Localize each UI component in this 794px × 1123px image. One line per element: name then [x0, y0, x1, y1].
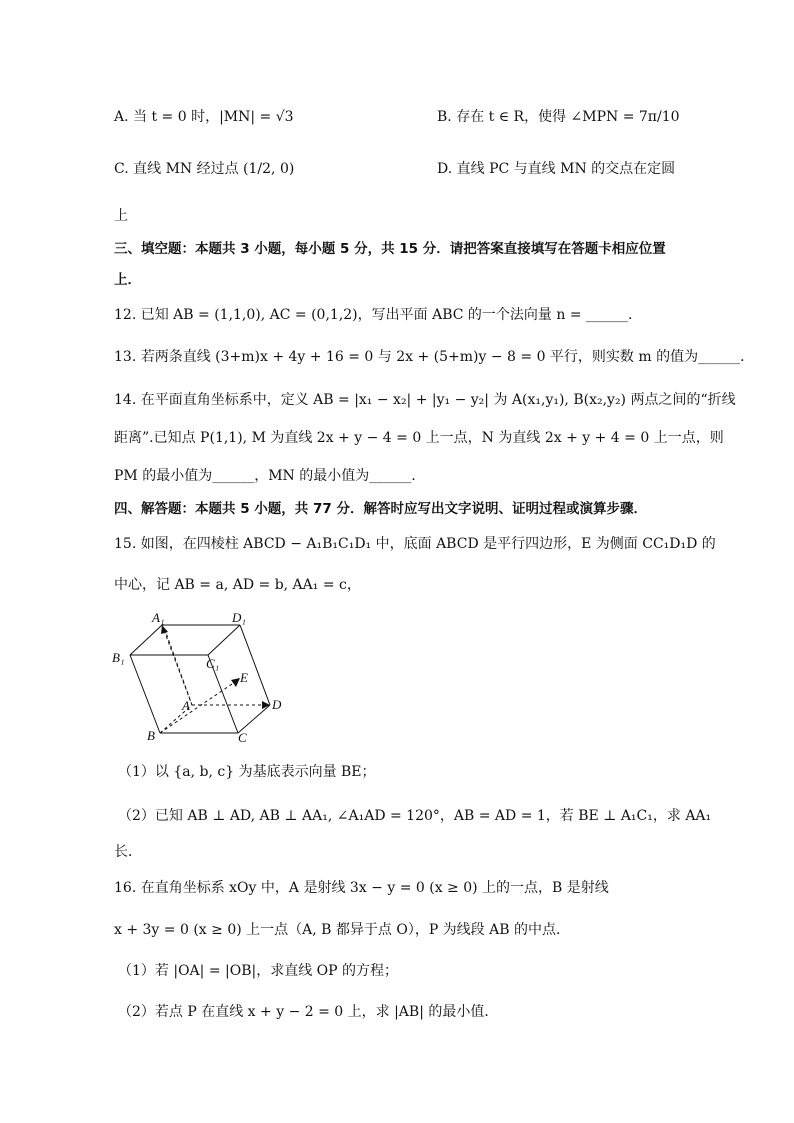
question-12: 12. 已知 AB = (1,1,0), AC = (0,1,2)，写出平面 ABC 的一个法向量 n = ______.	[114, 307, 633, 323]
label-e: E	[240, 670, 248, 685]
edge-d1-d	[240, 625, 270, 705]
edge-a1-b1	[130, 625, 162, 655]
section-4-heading: 四、解答题：本题共 5 小题，共 77 分．解答时应写出文字说明、证明过程或演算步骤．	[114, 501, 647, 517]
label-d1: D₁	[232, 610, 246, 625]
prism-figure	[110, 610, 300, 745]
question-16-part-2: （2）若点 P 在直线 x + y − 2 = 0 上，求 |AB| 的最小值．	[118, 1004, 499, 1020]
question-15-part-1: （1）以 {a, b, c} 为基底表示向量 BE；	[118, 764, 376, 780]
vector-be-arrowhead	[231, 678, 240, 687]
question-14-line-2: 距离”.已知点 P(1,1), M 为直线 2x + y − 4 = 0 上一点，N 为直线 2x + y + 4 = 0 上一点，则	[114, 430, 724, 446]
question-13: 13. 若两条直线 (3+m)x + 4y + 16 = 0 与 2x + (5+m)y − 8 = 0 平行，则实数 m 的值为______．	[114, 349, 755, 365]
question-15-part-2-cont: 长．	[114, 844, 142, 860]
question-16-line-2: x + 3y = 0 (x ≥ 0) 上一点（A, B 都异于点 O），P 为线段 AB 的中点．	[114, 922, 570, 938]
section-3-heading-cont: 上．	[114, 272, 141, 288]
section-3-heading: 三、填空题：本题共 3 小题，每小题 5 分，共 15 分．请把答案直接填写在答题卡相应位置	[114, 241, 666, 257]
option-a: A. 当 t = 0 时，|MN| = √3	[114, 109, 294, 125]
question-14-line-3: PM 的最小值为______，MN 的最小值为______.	[114, 468, 416, 484]
label-d: D	[272, 697, 282, 712]
label-a: A	[182, 698, 190, 713]
question-16-part-1: （1）若 |OA| = |OB|，求直线 OP 的方程；	[118, 963, 399, 979]
option-b: B. 存在 t ∈ R，使得 ∠MPN = 7π/10	[437, 109, 680, 125]
question-14-line-1: 14. 在平面直角坐标系中，定义 AB = |x₁ − x₂| + |y₁ − y₂| 为 A(x₁,y₁), B(x₂,y₂) 两点之间的“折线	[114, 392, 736, 408]
option-d: D. 直线 PC 与直线 MN 的交点在定圆	[437, 161, 676, 177]
label-b: B	[147, 728, 155, 743]
option-c: C. 直线 MN 经过点 (1/2, 0)	[114, 161, 295, 177]
question-15-part-2: （2）已知 AB ⊥ AD, AB ⊥ AA₁, ∠A₁AD = 120°，AB = AD = 1，若 BE ⊥ A₁C₁，求 AA₁	[118, 808, 712, 824]
label-a1: A₁	[152, 610, 165, 625]
edge-d1-c1	[208, 625, 240, 655]
option-d-continuation: 上	[114, 208, 128, 224]
label-c1: C₁	[206, 656, 220, 671]
label-c: C	[238, 730, 247, 745]
question-16-line-1: 16. 在直角坐标系 xOy 中，A 是射线 3x − y = 0 (x ≥ 0) 上的一点，B 是射线	[114, 880, 609, 896]
question-15-line-2: 中心，记 AB = a, AD = b, AA₁ = c，	[114, 577, 361, 593]
vector-be	[160, 682, 235, 733]
vector-aa1-arrowhead	[161, 625, 168, 634]
edge-c-d	[238, 705, 270, 733]
question-15-line-1: 15. 如图，在四棱柱 ABCD − A₁B₁C₁D₁ 中，底面 ABCD 是平行四边形，E 为侧面 CC₁D₁D 的	[114, 536, 716, 552]
label-b1: B₁	[112, 650, 125, 665]
edge-b1-b	[130, 655, 160, 733]
